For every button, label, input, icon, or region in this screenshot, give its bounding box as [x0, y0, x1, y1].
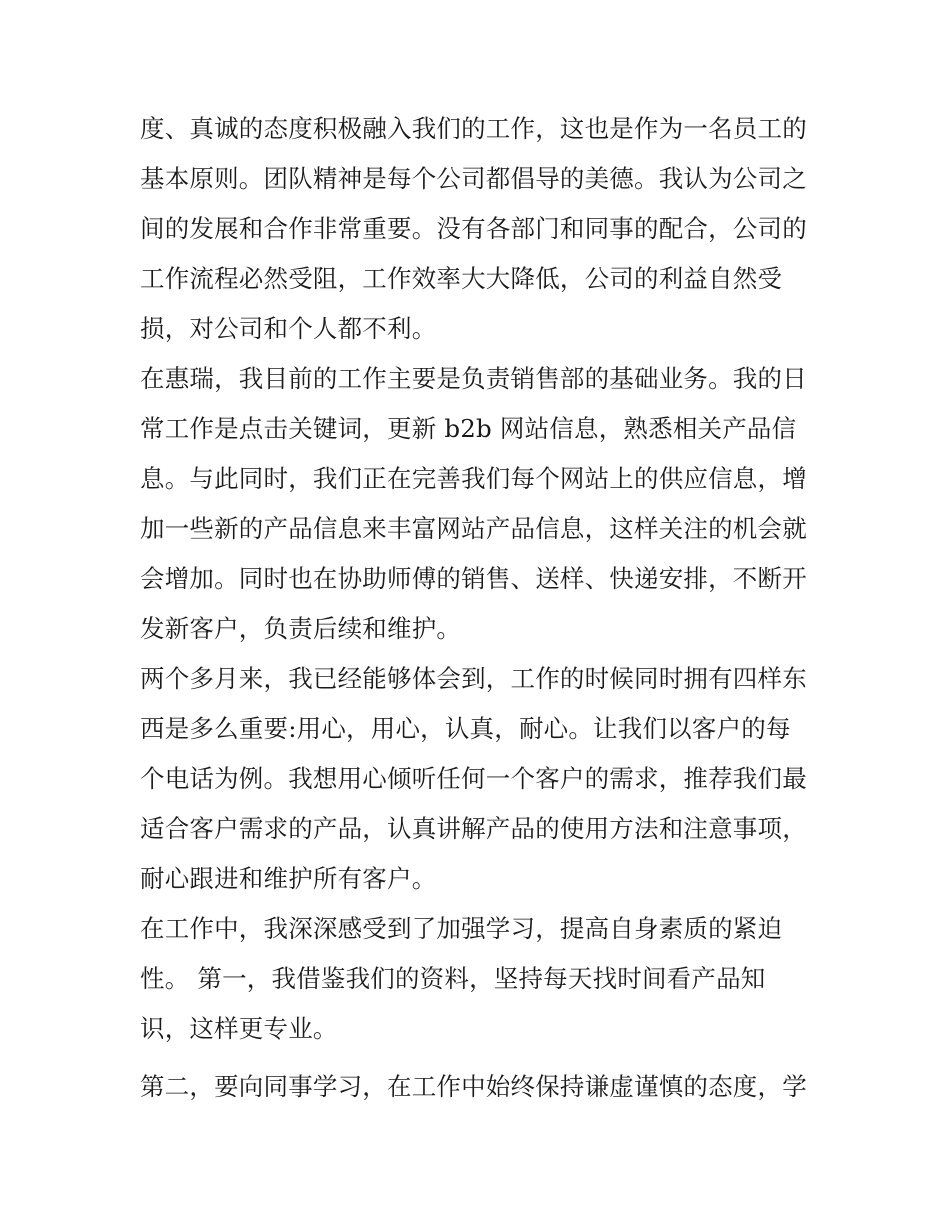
text-line: 耐心跟进和维护所有客户。	[140, 864, 437, 893]
text-line: 第二，要向同事学习，在工作中始终保持谦虚谨慎的态度，学	[140, 1072, 807, 1101]
text-line: 度、真诚的态度积极融入我们的工作，这也是作为一名员工的	[140, 114, 807, 143]
paragraph-four-things	[140, 654, 830, 904]
text-line: 加一些新的产品信息来丰富网站产品信息，这样关注的机会就	[140, 514, 807, 543]
document-body	[140, 104, 830, 1112]
text-line: 个电话为例。我想用心倾听任何一个客户的需求，推荐我们最	[140, 764, 807, 793]
text-line: 两个多月来，我已经能够体会到，工作的时候同时拥有四样东	[140, 664, 807, 693]
text-line: 识，这样更专业。	[140, 1014, 338, 1043]
text-line: 息。与此同时，我们正在完善我们每个网站上的供应信息，增	[140, 464, 807, 493]
text-line: 西是多么重要:用心，用心，认真，耐心。让我们以客户的每	[140, 714, 791, 743]
text-line: 性。 第一，我借鉴我们的资料，坚持每天找时间看产品知	[140, 964, 766, 993]
paragraph-teamwork	[140, 104, 830, 354]
text-line: 发新客户，负责后续和维护。	[140, 614, 462, 643]
paragraph-learning	[140, 904, 830, 1054]
text-line: 损，对公司和个人都不利。	[140, 314, 437, 343]
text-line: 适合客户需求的产品，认真讲解产品的使用方法和注意事项，	[140, 814, 807, 843]
paragraph-current-work	[140, 354, 830, 654]
paragraph-second-point	[140, 1062, 830, 1112]
text-line: 在工作中，我深深感受到了加强学习，提高自身素质的紧迫	[140, 914, 783, 943]
text-line: 工作流程必然受阻，工作效率大大降低，公司的利益自然受	[140, 264, 783, 293]
text-line: 间的发展和合作非常重要。没有各部门和同事的配合，公司的	[140, 214, 807, 243]
text-line: 在惠瑞，我目前的工作主要是负责销售部的基础业务。我的日	[140, 364, 807, 393]
text-line: 常工作是点击关键词，更新 b2b 网站信息，熟悉相关产品信	[140, 414, 797, 443]
paragraph-spacer	[140, 1054, 830, 1062]
text-line: 会增加。同时也在协助师傅的销售、送样、快递安排，不断开	[140, 564, 807, 593]
text-line: 基本原则。团队精神是每个公司都倡导的美德。我认为公司之	[140, 164, 807, 193]
